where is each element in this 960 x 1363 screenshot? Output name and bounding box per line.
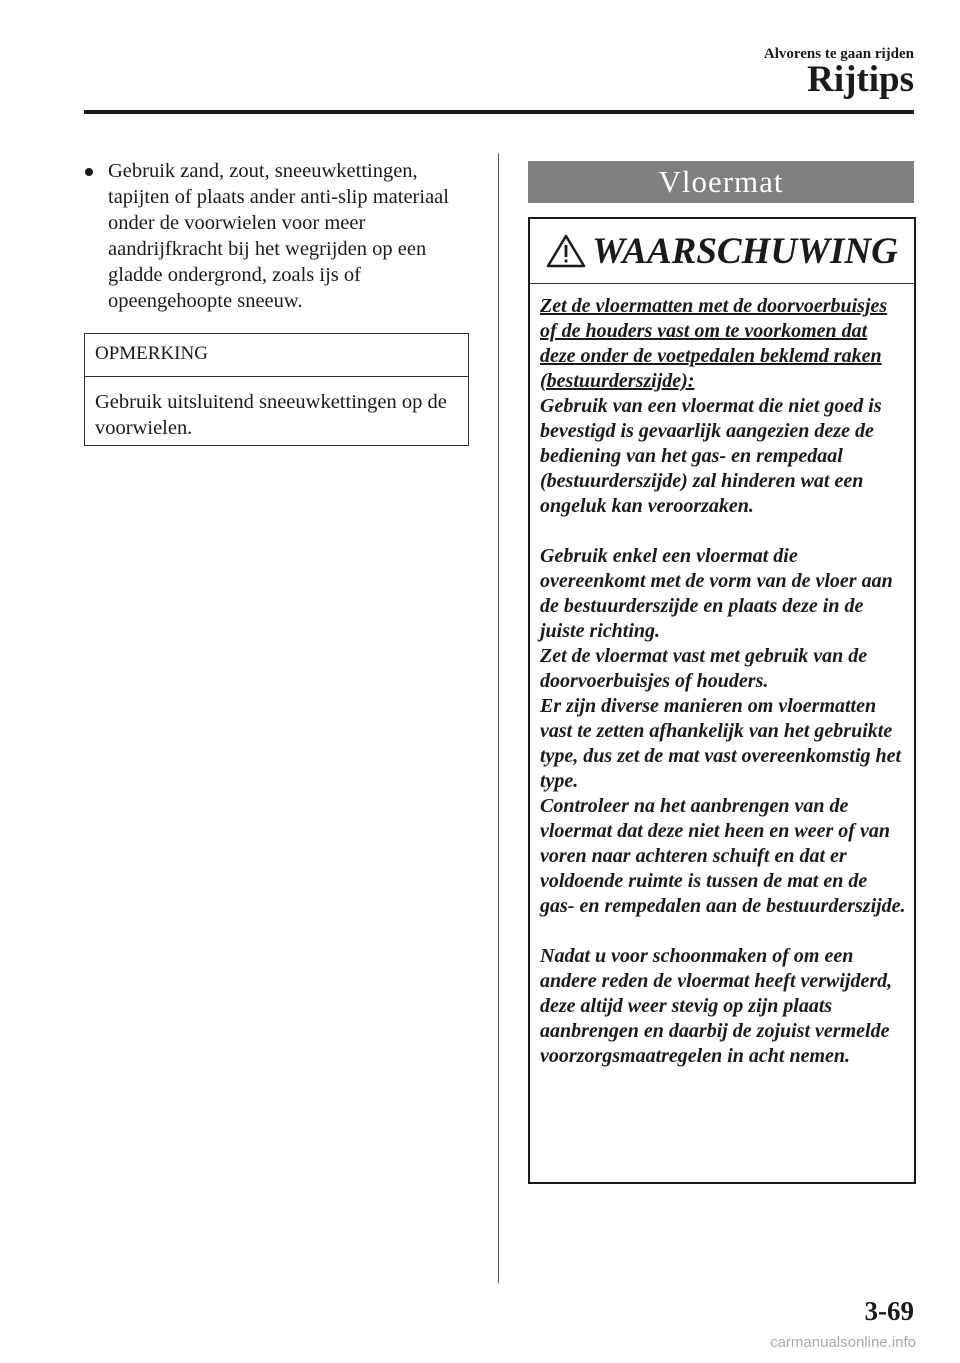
warning-paragraph: Gebruik van een vloermat die niet goed is bevestigd is gevaarlijk aangezien deze de bediening van het gas- en rempedaal (bestuurderszijde) zal hinderen wat een ongeluk kan veroorzaken.: [540, 395, 882, 517]
chapter-title: Alvorens te gaan rijden: [763, 46, 914, 62]
note-title: OPMERKING: [85, 334, 468, 377]
warning-box: [528, 217, 916, 1184]
warning-triangle-icon: [546, 233, 586, 269]
warning-paragraph: Er zijn diverse manieren om vloermatten vast te zetten afhankelijk van het gebruikte type, dus zet de mat vast overeenkomstig het type.: [540, 695, 902, 792]
warning-header: [530, 219, 914, 284]
warning-paragraph: Zet de vloermat vast met gebruik van de doorvoerbuisjes of houders.: [540, 645, 868, 692]
warning-title: WAARSCHUWING: [592, 230, 898, 272]
header-divider: [84, 110, 914, 114]
note-box: [84, 333, 469, 446]
warning-paragraph: Nadat u voor schoonmaken of om een andere reden de vloermat heeft verwijderd, deze altijd weer stevig op zijn plaats aanbrengen en daarbij de zojuist vermelde voorzorgsmaatregelen in acht nemen.: [540, 945, 893, 1067]
bullet-item: [84, 158, 474, 314]
bullet-symbol: [84, 158, 104, 191]
watermark: carmanualsonline.info: [770, 1334, 916, 1351]
warning-body: [530, 284, 914, 1069]
note-text: Gebruik uitsluitend sneeuwkettingen op de voorwielen.: [95, 391, 447, 439]
column-divider: [498, 153, 499, 1283]
page-number: 3-69: [864, 1296, 914, 1326]
warning-paragraph: Gebruik enkel een vloermat die overeenkomt met de vorm van de vloer aan de bestuurderszijde en plaats deze in de juiste richting.: [540, 545, 893, 642]
page-title: Rijtips: [807, 59, 914, 100]
bullet-dot-icon: [84, 158, 94, 184]
warning-lead: Zet de vloermatten met de doorvoerbuisjes of de houders vast om te voorkomen dat deze onder de voetpedalen beklemd raken (bestuurderszijde):: [540, 295, 888, 392]
warning-paragraph: Controleer na het aanbrengen van de vloermat dat deze niet heen en weer of van voren naar achteren schuift en dat er voldoende ruimte is tussen de mat en de gas- en rempedalen aan de bestuurderszijde.: [540, 795, 906, 917]
section-heading: Vloermat: [528, 161, 914, 203]
bullet-text: Gebruik zand, zout, sneeuwkettingen, tapijten of plaats ander anti-slip materiaal onder de voorwielen voor meer aandrijfkracht bij het wegrijden op een gladde ondergrond, zoals ijs of opeengehoopte sneeuw.: [108, 160, 449, 312]
